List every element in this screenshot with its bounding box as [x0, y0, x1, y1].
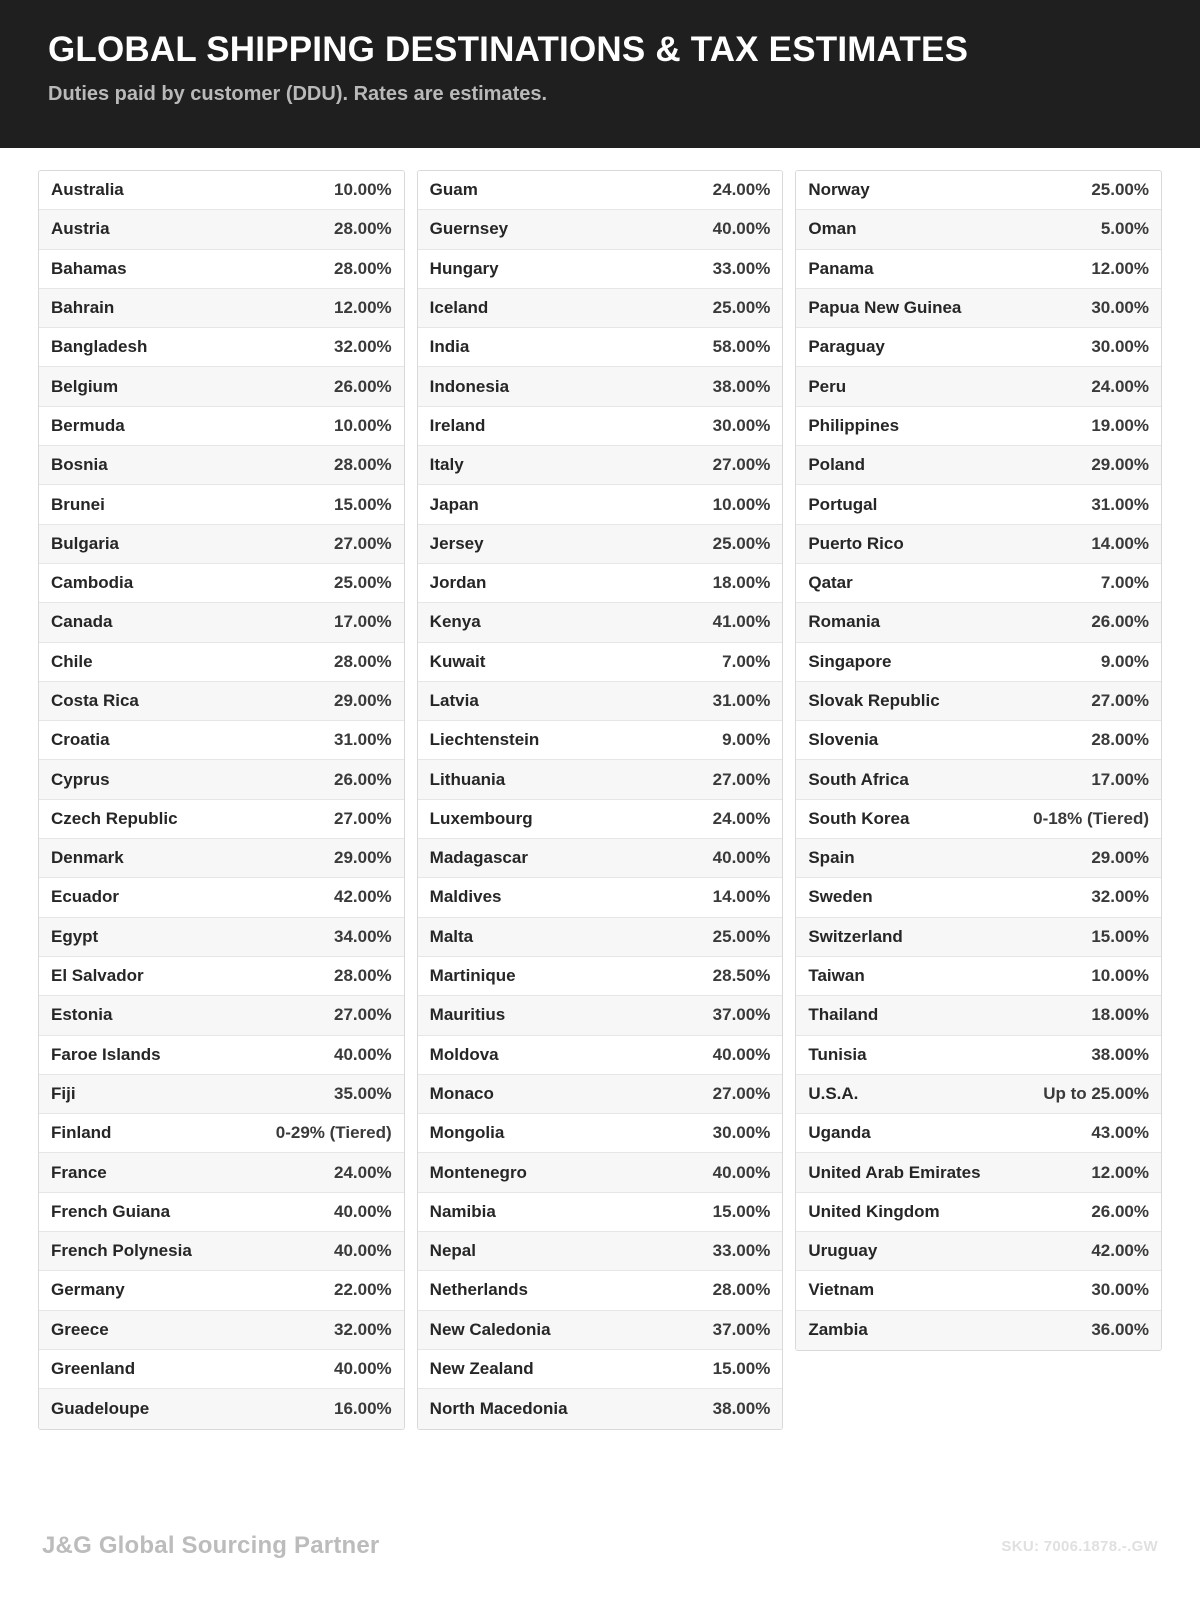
table-row — [39, 1350, 404, 1389]
tax-rate: 27.00% — [334, 1005, 392, 1025]
tax-rate: 32.00% — [334, 337, 392, 357]
tax-rate: 28.00% — [334, 651, 392, 671]
table-row — [39, 878, 404, 917]
country-name: Liechtenstein — [429, 730, 540, 750]
country-name: Slovak Republic — [808, 691, 940, 710]
table-row — [39, 446, 404, 485]
tax-rate: Up to 25.00% — [1043, 1083, 1150, 1103]
country-name: Netherlands — [429, 1280, 528, 1300]
tax-rate: 15.00% — [712, 1359, 771, 1379]
rates-column — [38, 170, 405, 1430]
country-name: Panama — [808, 258, 874, 278]
table-row — [418, 1075, 783, 1114]
table-row — [418, 839, 783, 878]
country-name: Chile — [51, 651, 93, 671]
tax-rate: 10.00% — [1091, 966, 1150, 986]
table-row — [39, 957, 404, 996]
table-row — [39, 485, 404, 524]
country-name: Malta — [429, 926, 474, 946]
tax-rate: 26.00% — [334, 376, 392, 396]
country-name: Nepal — [429, 1241, 476, 1261]
table-row — [796, 407, 1161, 446]
rates-column — [417, 170, 784, 1430]
tax-rate: 25.00% — [712, 298, 771, 318]
table-row — [39, 1232, 404, 1271]
country-name: India — [429, 337, 470, 357]
table-row — [418, 1311, 783, 1350]
tax-rate: 28.50% — [712, 966, 771, 986]
table-row — [418, 171, 783, 210]
country-name: Mauritius — [429, 1005, 506, 1025]
country-name: Montenegro — [429, 1162, 527, 1182]
country-name: Costa Rica — [51, 691, 139, 710]
tax-rate: 9.00% — [722, 730, 771, 750]
page-subtitle: Duties paid by customer (DDU). Rates are estimates. — [48, 83, 548, 106]
page-header — [0, 0, 1200, 148]
table-row — [418, 210, 783, 249]
table-row — [39, 643, 404, 682]
tax-rate: 32.00% — [1091, 887, 1150, 907]
tax-rate: 18.00% — [1091, 1005, 1150, 1025]
tax-rate: 36.00% — [1091, 1320, 1150, 1340]
table-row — [796, 996, 1161, 1035]
table-row — [796, 1036, 1161, 1075]
country-name: Italy — [429, 455, 464, 475]
country-name: Czech Republic — [51, 808, 178, 828]
table-row — [796, 367, 1161, 406]
table-row — [796, 603, 1161, 642]
tax-rate: 25.00% — [334, 573, 392, 593]
rates-column — [795, 170, 1162, 1351]
table-row — [39, 1153, 404, 1192]
country-name: Zambia — [808, 1320, 868, 1340]
table-row — [418, 1114, 783, 1153]
table-row — [796, 918, 1161, 957]
tax-rate: 26.00% — [1091, 1201, 1150, 1221]
table-row — [39, 1389, 404, 1428]
country-name: Bangladesh — [51, 337, 148, 357]
country-name: Latvia — [429, 691, 479, 710]
table-row — [796, 1193, 1161, 1232]
country-name: South Korea — [808, 808, 910, 828]
table-row — [39, 1036, 404, 1075]
table-row — [39, 564, 404, 603]
tax-rate: 28.00% — [334, 966, 392, 986]
country-name: Croatia — [51, 730, 110, 750]
tax-rate: 12.00% — [334, 298, 392, 318]
table-row — [39, 171, 404, 210]
table-row — [796, 839, 1161, 878]
country-name: United Kingdom — [808, 1201, 940, 1221]
tax-rate: 12.00% — [1091, 1162, 1150, 1182]
tax-rate: 30.00% — [1091, 298, 1150, 318]
country-name: Oman — [808, 219, 857, 239]
table-row — [418, 1036, 783, 1075]
table-row — [796, 760, 1161, 799]
country-name: Bosnia — [51, 455, 108, 475]
tax-rate: 30.00% — [712, 1123, 771, 1143]
country-name: Bermuda — [51, 415, 125, 435]
country-name: Ecuador — [51, 887, 120, 907]
table-row — [796, 564, 1161, 603]
table-row — [418, 1350, 783, 1389]
country-name: Ireland — [429, 415, 486, 435]
tax-rate: 30.00% — [712, 415, 771, 435]
tax-rate: 16.00% — [334, 1398, 392, 1418]
table-row — [418, 957, 783, 996]
table-row — [39, 682, 404, 721]
tax-rate: 31.00% — [1091, 494, 1150, 514]
table-row — [39, 1075, 404, 1114]
tax-rate: 19.00% — [1091, 415, 1150, 435]
country-name: Jersey — [429, 533, 484, 553]
tax-rate: 27.00% — [712, 1083, 771, 1103]
tax-rate: 37.00% — [712, 1319, 771, 1339]
table-row — [796, 682, 1161, 721]
country-name: U.S.A. — [808, 1083, 859, 1103]
country-name: Puerto Rico — [808, 533, 904, 553]
country-name: Australia — [51, 180, 124, 200]
table-row — [418, 996, 783, 1035]
tax-rate: 33.00% — [712, 258, 771, 278]
table-row — [39, 839, 404, 878]
table-row — [39, 250, 404, 289]
country-name: Peru — [808, 376, 847, 396]
tax-rate: 37.00% — [712, 1005, 771, 1025]
table-row — [796, 1153, 1161, 1192]
country-name: Slovenia — [808, 730, 879, 750]
country-name: Brunei — [51, 494, 105, 514]
country-name: Bulgaria — [51, 533, 120, 553]
tax-rate: 5.00% — [1100, 219, 1150, 239]
table-row — [418, 250, 783, 289]
table-row — [796, 1311, 1161, 1350]
tax-rate: 40.00% — [334, 1044, 392, 1064]
tax-rate: 38.00% — [712, 1398, 771, 1418]
tax-rate: 31.00% — [712, 691, 771, 710]
country-name: Cambodia — [51, 573, 134, 593]
country-name: South Africa — [808, 769, 909, 789]
tax-rate: 35.00% — [334, 1083, 392, 1103]
page-title: GLOBAL SHIPPING DESTINATIONS & TAX ESTIMATES — [48, 30, 969, 69]
table-row — [39, 996, 404, 1035]
tax-rate: 24.00% — [1091, 376, 1150, 396]
country-name: Finland — [51, 1123, 112, 1143]
tax-rate: 40.00% — [712, 1044, 771, 1064]
table-row — [39, 328, 404, 367]
country-name: New Caledonia — [429, 1319, 551, 1339]
tax-rate: 7.00% — [722, 651, 771, 671]
country-name: Bahamas — [51, 258, 127, 278]
country-name: North Macedonia — [429, 1398, 568, 1418]
country-name: Cyprus — [51, 769, 110, 789]
table-row — [418, 603, 783, 642]
tax-rate: 42.00% — [334, 887, 392, 907]
country-name: Singapore — [808, 651, 892, 671]
country-name: Lithuania — [429, 769, 506, 789]
tax-rate: 27.00% — [334, 533, 392, 553]
tax-rate: 29.00% — [1091, 455, 1150, 475]
table-row — [418, 525, 783, 564]
country-name: Uganda — [808, 1123, 871, 1143]
tax-rate: 10.00% — [334, 180, 392, 200]
country-name: Luxembourg — [429, 808, 533, 828]
tax-rate: 25.00% — [712, 533, 771, 553]
footer-sku: SKU: 7006.1878.-.GW — [1001, 1537, 1158, 1555]
tax-rate: 25.00% — [712, 926, 771, 946]
country-name: Switzerland — [808, 926, 903, 946]
table-row — [418, 1193, 783, 1232]
table-row — [418, 1271, 783, 1310]
table-row — [796, 643, 1161, 682]
table-row — [796, 250, 1161, 289]
country-name: Sweden — [808, 887, 873, 907]
table-row — [418, 721, 783, 760]
tax-rate: 28.00% — [334, 455, 392, 475]
tax-rate: 27.00% — [1091, 691, 1150, 710]
tax-rate: 32.00% — [334, 1319, 392, 1339]
tax-rate: 29.00% — [1091, 848, 1150, 868]
country-name: Guam — [429, 180, 478, 200]
country-name: Belgium — [51, 376, 119, 396]
country-name: Egypt — [51, 926, 99, 946]
country-name: Kuwait — [429, 651, 486, 671]
country-name: Germany — [51, 1280, 125, 1300]
country-name: Kenya — [429, 612, 481, 632]
table-row — [418, 564, 783, 603]
tax-rate: 15.00% — [1091, 926, 1150, 946]
country-name: New Zealand — [429, 1359, 534, 1379]
tax-rate: 43.00% — [1091, 1123, 1150, 1143]
country-name: Paraguay — [808, 337, 885, 357]
country-name: Estonia — [51, 1005, 113, 1025]
table-row — [796, 957, 1161, 996]
tax-rate: 17.00% — [1091, 769, 1150, 789]
country-name: Moldova — [429, 1044, 499, 1064]
table-row — [796, 721, 1161, 760]
country-name: French Guiana — [51, 1201, 171, 1221]
tax-rate: 26.00% — [334, 769, 392, 789]
table-row — [418, 800, 783, 839]
country-name: France — [51, 1162, 107, 1182]
country-name: Guernsey — [429, 219, 509, 239]
table-row — [39, 289, 404, 328]
table-row — [796, 1114, 1161, 1153]
table-row — [796, 210, 1161, 249]
tax-rate: 22.00% — [334, 1280, 392, 1300]
tax-rate: 40.00% — [334, 1359, 392, 1379]
tax-rate: 27.00% — [334, 808, 392, 828]
table-row — [796, 1232, 1161, 1271]
tax-rate: 24.00% — [712, 808, 771, 828]
tax-rate: 29.00% — [334, 691, 392, 710]
table-row — [39, 603, 404, 642]
table-row — [418, 289, 783, 328]
tax-rate: 28.00% — [712, 1280, 771, 1300]
table-row — [39, 800, 404, 839]
tax-rate: 24.00% — [712, 180, 771, 200]
table-row — [39, 760, 404, 799]
country-name: Uruguay — [808, 1241, 878, 1261]
tax-rate: 27.00% — [712, 455, 771, 475]
table-row — [796, 800, 1161, 839]
table-row — [796, 1075, 1161, 1114]
table-row — [418, 760, 783, 799]
country-name: Martinique — [429, 966, 516, 986]
tax-rate: 28.00% — [334, 219, 392, 239]
country-name: Hungary — [429, 258, 499, 278]
country-name: Philippines — [808, 415, 900, 435]
table-row — [796, 878, 1161, 917]
table-row — [796, 328, 1161, 367]
tax-rate: 40.00% — [712, 848, 771, 868]
country-name: Denmark — [51, 848, 124, 868]
country-name: El Salvador — [51, 966, 144, 986]
country-name: Portugal — [808, 494, 878, 514]
tax-rate: 33.00% — [712, 1241, 771, 1261]
tax-rate: 38.00% — [1091, 1044, 1150, 1064]
table-row — [796, 171, 1161, 210]
tax-rate: 31.00% — [334, 730, 392, 750]
table-row — [418, 1389, 783, 1428]
table-row — [39, 525, 404, 564]
tax-rate: 25.00% — [1091, 180, 1150, 200]
country-name: Tunisia — [808, 1044, 867, 1064]
table-row — [796, 446, 1161, 485]
country-name: Spain — [808, 848, 855, 868]
country-name: Maldives — [429, 887, 502, 907]
tax-rate: 40.00% — [712, 219, 771, 239]
table-row — [418, 643, 783, 682]
country-name: Greenland — [51, 1359, 136, 1379]
country-name: Poland — [808, 455, 866, 475]
country-name: Bahrain — [51, 298, 115, 318]
tax-rate: 40.00% — [334, 1241, 392, 1261]
table-row — [418, 1153, 783, 1192]
country-name: Taiwan — [808, 966, 865, 986]
country-name: Mongolia — [429, 1123, 505, 1143]
tax-rate: 12.00% — [1091, 258, 1150, 278]
table-row — [796, 525, 1161, 564]
table-row — [39, 210, 404, 249]
tax-rate: 28.00% — [334, 258, 392, 278]
tax-rate: 7.00% — [1100, 573, 1150, 593]
tax-rate: 0-29% (Tiered) — [275, 1123, 392, 1143]
country-name: French Polynesia — [51, 1241, 192, 1261]
table-row — [39, 1311, 404, 1350]
tax-rate: 30.00% — [1091, 337, 1150, 357]
table-row — [796, 1271, 1161, 1310]
table-row — [39, 1193, 404, 1232]
table-row — [418, 485, 783, 524]
country-name: Greece — [51, 1319, 109, 1339]
country-name: Namibia — [429, 1201, 496, 1221]
table-row — [39, 918, 404, 957]
country-name: Romania — [808, 612, 881, 632]
table-row — [418, 367, 783, 406]
table-row — [418, 407, 783, 446]
country-name: Papua New Guinea — [808, 298, 962, 318]
tax-rate: 17.00% — [334, 612, 392, 632]
tax-rate: 28.00% — [1091, 730, 1150, 750]
country-name: Faroe Islands — [51, 1044, 161, 1064]
country-name: Fiji — [51, 1083, 76, 1103]
tax-rate: 30.00% — [1091, 1280, 1150, 1300]
tax-rate: 0-18% (Tiered) — [1033, 808, 1150, 828]
tax-rate: 26.00% — [1091, 612, 1150, 632]
tax-rate: 38.00% — [712, 376, 771, 396]
country-name: United Arab Emirates — [808, 1162, 981, 1182]
country-name: Canada — [51, 612, 113, 632]
country-name: Qatar — [808, 573, 853, 593]
tax-rate: 10.00% — [712, 494, 771, 514]
tax-rate: 24.00% — [334, 1162, 392, 1182]
tax-rate: 58.00% — [712, 337, 771, 357]
tax-rate: 42.00% — [1091, 1241, 1150, 1261]
country-name: Norway — [808, 180, 870, 200]
tax-rate: 14.00% — [1091, 533, 1150, 553]
country-name: Thailand — [808, 1005, 879, 1025]
country-name: Monaco — [429, 1083, 494, 1103]
table-row — [418, 918, 783, 957]
table-row — [796, 485, 1161, 524]
tax-rate: 18.00% — [712, 573, 771, 593]
table-row — [796, 289, 1161, 328]
tax-rate: 34.00% — [334, 926, 392, 946]
table-row — [39, 407, 404, 446]
table-row — [39, 721, 404, 760]
table-row — [39, 367, 404, 406]
table-row — [418, 1232, 783, 1271]
tax-rate: 9.00% — [1100, 651, 1150, 671]
tax-rate: 15.00% — [712, 1201, 771, 1221]
tax-rate: 27.00% — [712, 769, 771, 789]
table-row — [418, 878, 783, 917]
tax-rate: 41.00% — [712, 612, 771, 632]
footer-brand: J&G Global Sourcing Partner — [42, 1532, 380, 1559]
table-row — [39, 1114, 404, 1153]
table-row — [39, 1271, 404, 1310]
table-row — [418, 328, 783, 367]
country-name: Iceland — [429, 298, 489, 318]
country-name: Vietnam — [808, 1280, 875, 1300]
country-name: Jordan — [429, 573, 487, 593]
table-row — [418, 446, 783, 485]
page-footer — [0, 1492, 1200, 1600]
country-name: Austria — [51, 219, 110, 239]
country-name: Indonesia — [429, 376, 510, 396]
tax-rate: 15.00% — [334, 494, 392, 514]
table-row — [418, 682, 783, 721]
tax-rate: 40.00% — [712, 1162, 771, 1182]
tax-rate: 40.00% — [334, 1201, 392, 1221]
tax-rate: 14.00% — [712, 887, 771, 907]
country-name: Japan — [429, 494, 479, 514]
country-name: Guadeloupe — [51, 1398, 150, 1418]
rates-table — [0, 148, 1200, 1430]
tax-rate: 29.00% — [334, 848, 392, 868]
tax-rate: 10.00% — [334, 415, 392, 435]
country-name: Madagascar — [429, 848, 528, 868]
